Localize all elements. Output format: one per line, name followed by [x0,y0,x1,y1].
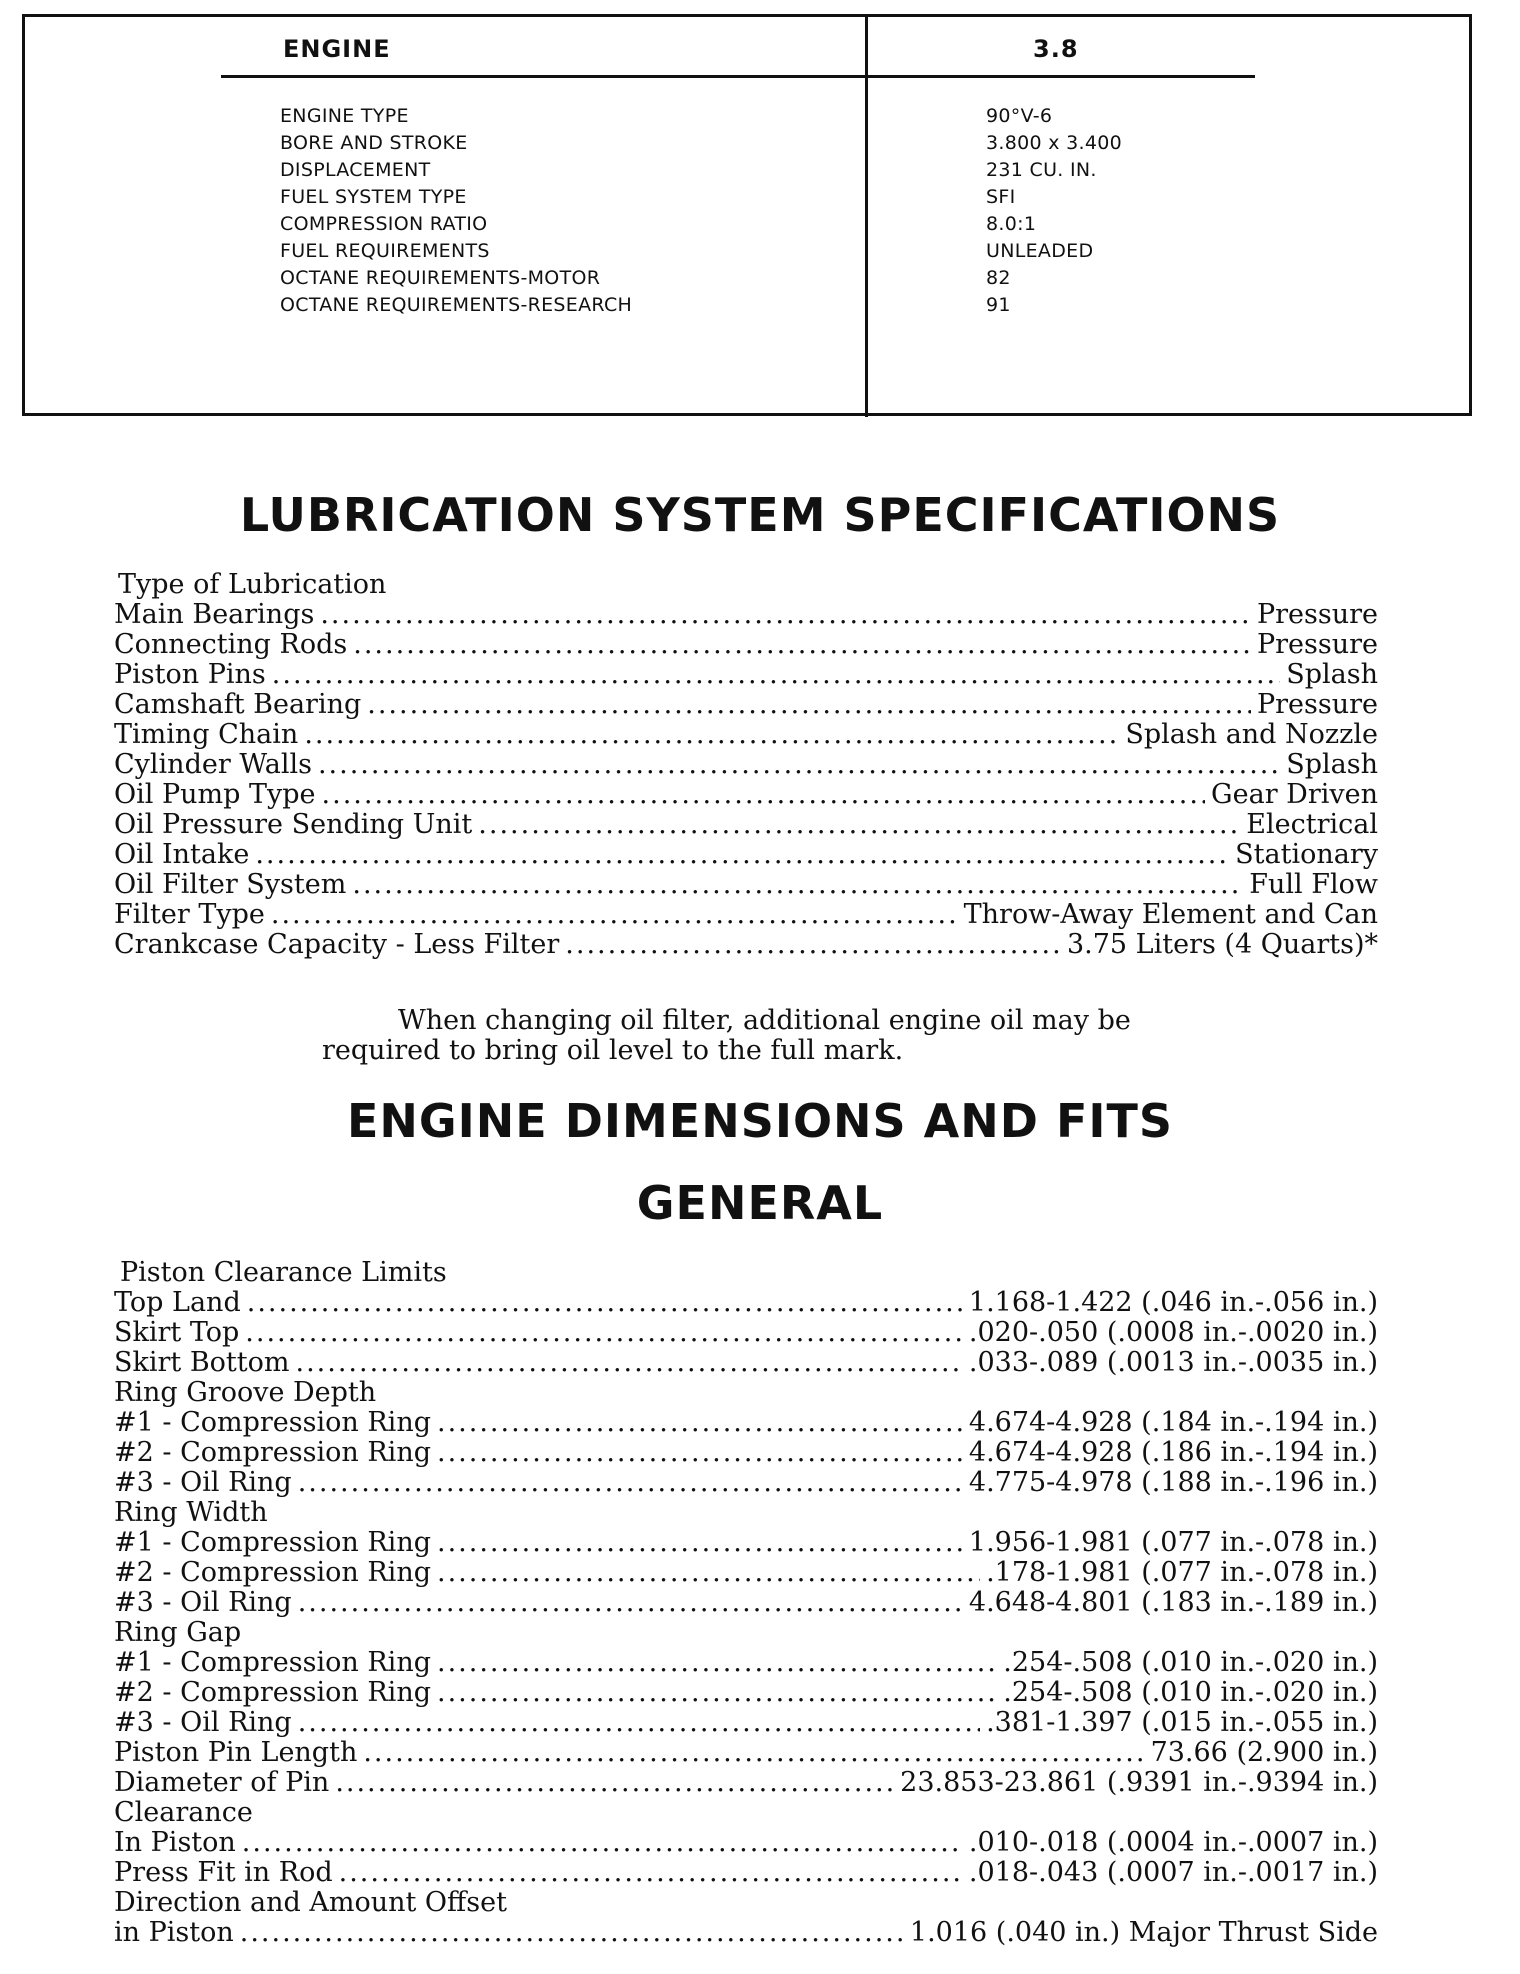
dot-leader [335,1768,894,1798]
spec-value: 4.648-4.801 (.183 in.-.189 in.) [968,1588,1378,1618]
spec-row [114,870,1378,900]
dot-leader [437,1408,963,1438]
spec-label: #2 - Compression Ring [114,1438,431,1468]
spec-label: #1 - Compression Ring [114,1408,431,1438]
engine-row-label: OCTANE REQUIREMENTS-MOTOR [280,267,601,289]
spec-value: Electrical [1246,810,1378,840]
spec-label: Skirt Bottom [114,1348,290,1378]
spec-label: Skirt Top [114,1318,240,1348]
spec-value: 23.853-23.861 (.9391 in.-.9394 in.) [900,1768,1378,1798]
spec-label: Oil Filter System [114,870,347,900]
note-line: required to bring oil level to the full mark. [322,1035,904,1066]
spec-value: Splash [1286,750,1378,780]
dot-leader [353,630,1251,660]
dot-leader [437,1678,997,1708]
spec-value: .254-.508 (.010 in.-.020 in.) [1003,1678,1378,1708]
dot-leader [296,1348,963,1378]
dot-leader [298,1588,963,1618]
dot-leader [437,1558,980,1588]
spec-row [114,840,1378,870]
spec-row [114,1708,1378,1738]
dot-leader [245,1318,963,1348]
spec-value: Gear Driven [1211,780,1378,810]
dot-leader [437,1648,997,1678]
dot-leader [255,840,1229,870]
dot-leader [352,870,1243,900]
dot-leader [272,660,1280,690]
spec-value: .010-.018 (.0004 in.-.0007 in.) [968,1828,1378,1858]
engine-row-value: 3.800 x 3.400 [986,132,1123,154]
spec-row [114,750,1378,780]
note-line: When changing oil filter, additional engine oil may be [398,1005,1131,1036]
spec-value: .020-.050 (.0008 in.-.0020 in.) [968,1318,1378,1348]
dot-leader [339,1858,963,1888]
spec-row [114,1768,1378,1798]
spec-row [114,1558,1378,1588]
spec-row [114,600,1378,630]
spec-row [114,720,1378,750]
spec-row [114,630,1378,660]
spec-row [114,1648,1378,1678]
spec-label: Oil Pressure Sending Unit [114,810,473,840]
engine-row-label: DISPLACEMENT [280,159,431,181]
spec-label: #2 - Compression Ring [114,1678,431,1708]
spec-row [114,1858,1378,1888]
spec-group-heading: Piston Clearance Limits [120,1257,447,1288]
engine-row-label: OCTANE REQUIREMENTS-RESEARCH [280,294,633,316]
dot-leader [242,1828,963,1858]
spec-row [114,1528,1378,1558]
dot-leader [320,600,1251,630]
spec-row [114,1348,1378,1378]
spec-row [114,660,1378,690]
dot-leader [318,750,1280,780]
spec-value: Stationary [1235,840,1378,870]
dot-leader [367,690,1251,720]
oil-filter-note [322,1006,1222,1066]
spec-group-heading: Ring Width [114,1497,268,1528]
spec-value: Full Flow [1249,870,1378,900]
spec-value: .178-1.981 (.077 in.-.078 in.) [986,1558,1378,1588]
spec-row [114,810,1378,840]
engine-row-label: ENGINE TYPE [280,105,409,127]
spec-value: Splash [1286,660,1378,690]
spec-value: 4.674-4.928 (.186 in.-.194 in.) [968,1438,1378,1468]
spec-value: 1.016 (.040 in.) Major Thrust Side [909,1918,1378,1948]
spec-label: In Piston [114,1828,236,1858]
spec-value: Splash and Nozzle [1125,720,1378,750]
engine-header-value: 3.8 [1033,35,1079,63]
dot-leader [304,720,1119,750]
spec-row [114,900,1378,930]
spec-row [114,1318,1378,1348]
spec-label: #3 - Oil Ring [114,1588,292,1618]
dimensions-title: ENGINE DIMENSIONS AND FITS [346,1094,1174,1148]
spec-row [114,1468,1378,1498]
spec-value: 1.956-1.981 (.077 in.-.078 in.) [968,1528,1378,1558]
dot-leader [271,900,958,930]
spec-label: #2 - Compression Ring [114,1558,431,1588]
dot-leader [240,1918,904,1948]
spec-value: .033-.089 (.0013 in.-.0035 in.) [968,1348,1378,1378]
spec-value: Throw-Away Element and Can [963,900,1378,930]
spec-value: .254-.508 (.010 in.-.020 in.) [1003,1648,1378,1678]
spec-group-heading: Ring Groove Depth [114,1377,377,1408]
engine-value-column [986,103,1122,319]
spec-label: Piston Pins [114,660,266,690]
engine-row-value: 231 CU. IN. [986,159,1097,181]
spec-row [114,1738,1378,1768]
spec-label: #1 - Compression Ring [114,1648,431,1678]
spec-label: Top Land [114,1288,241,1318]
dot-leader [565,930,1061,960]
engine-row-value: 90°V-6 [986,105,1053,127]
spec-value: Pressure [1256,630,1378,660]
spec-label: Crankcase Capacity - Less Filter [114,930,560,960]
spec-label: Main Bearings [114,600,315,630]
spec-label: #3 - Oil Ring [114,1468,292,1498]
engine-row-label: FUEL SYSTEM TYPE [280,186,467,208]
spec-label: #1 - Compression Ring [114,1528,431,1558]
spec-row [114,780,1378,810]
dot-leader [478,810,1240,840]
spec-value: 1.168-1.422 (.046 in.-.056 in.) [968,1288,1378,1318]
spec-label: Oil Pump Type [114,780,316,810]
spec-label: Diameter of Pin [114,1768,330,1798]
spec-value: Pressure [1256,600,1378,630]
spec-value: 4.775-4.978 (.188 in.-.196 in.) [968,1468,1378,1498]
lubrication-title: LUBRICATION SYSTEM SPECIFICATIONS [239,488,1281,542]
spec-group-heading: Clearance [114,1797,253,1828]
spec-label: in Piston [114,1918,234,1948]
dimensions-subtitle: GENERAL [636,1176,884,1230]
engine-row-label: FUEL REQUIREMENTS [280,240,490,262]
spec-label: Timing Chain [114,720,299,750]
dot-leader [437,1438,963,1468]
dot-leader [298,1468,963,1498]
spec-value: 73.66 (2.900 in.) [1150,1738,1378,1768]
spec-label: #3 - Oil Ring [114,1708,292,1738]
engine-header-label: ENGINE [283,35,391,63]
spec-label: Cylinder Walls [114,750,312,780]
engine-row-label: COMPRESSION RATIO [280,213,488,235]
spec-value: Pressure [1256,690,1378,720]
spec-row [114,690,1378,720]
lubrication-heading: Type of Lubrication [118,569,387,600]
engine-row-value: 91 [986,294,1011,316]
spec-row [114,1678,1378,1708]
spec-row [114,1918,1378,1948]
spec-label: Piston Pin Length [114,1738,358,1768]
spec-label: Camshaft Bearing [114,690,362,720]
spec-label: Connecting Rods [114,630,348,660]
spec-value: 3.75 Liters (4 Quarts)* [1066,930,1378,960]
spec-group-heading: Ring Gap [114,1617,242,1648]
spec-row [114,1588,1378,1618]
engine-row-value: 82 [986,267,1011,289]
spec-label: Press Fit in Rod [114,1858,333,1888]
spec-value: .018-.043 (.0007 in.-.0017 in.) [968,1858,1378,1888]
spec-label: Oil Intake [114,840,250,870]
spec-row [114,1438,1378,1468]
spec-row [114,1288,1378,1318]
engine-row-value: 8.0:1 [986,213,1037,235]
dot-leader [247,1288,963,1318]
lubrication-spec-list [114,570,1378,960]
dimensions-spec-list [114,1258,1378,1948]
dot-leader [322,780,1206,810]
engine-row-label: BORE AND STROKE [280,132,468,154]
spec-row [114,930,1378,960]
table-header-rule [221,75,1255,78]
spec-value: 4.674-4.928 (.184 in.-.194 in.) [968,1408,1378,1438]
engine-row-value: SFI [986,186,1016,208]
spec-row [114,1828,1378,1858]
engine-row-value: UNLEADED [986,240,1094,262]
spec-row [114,1408,1378,1438]
dot-leader [298,1708,980,1738]
dot-leader [437,1528,963,1558]
spec-group-heading: Direction and Amount Offset [114,1887,507,1918]
engine-spec-table [22,14,1472,416]
engine-label-column [280,103,632,319]
spec-label: Filter Type [114,900,265,930]
dot-leader [363,1738,1144,1768]
spec-value: .381-1.397 (.015 in.-.055 in.) [986,1708,1378,1738]
